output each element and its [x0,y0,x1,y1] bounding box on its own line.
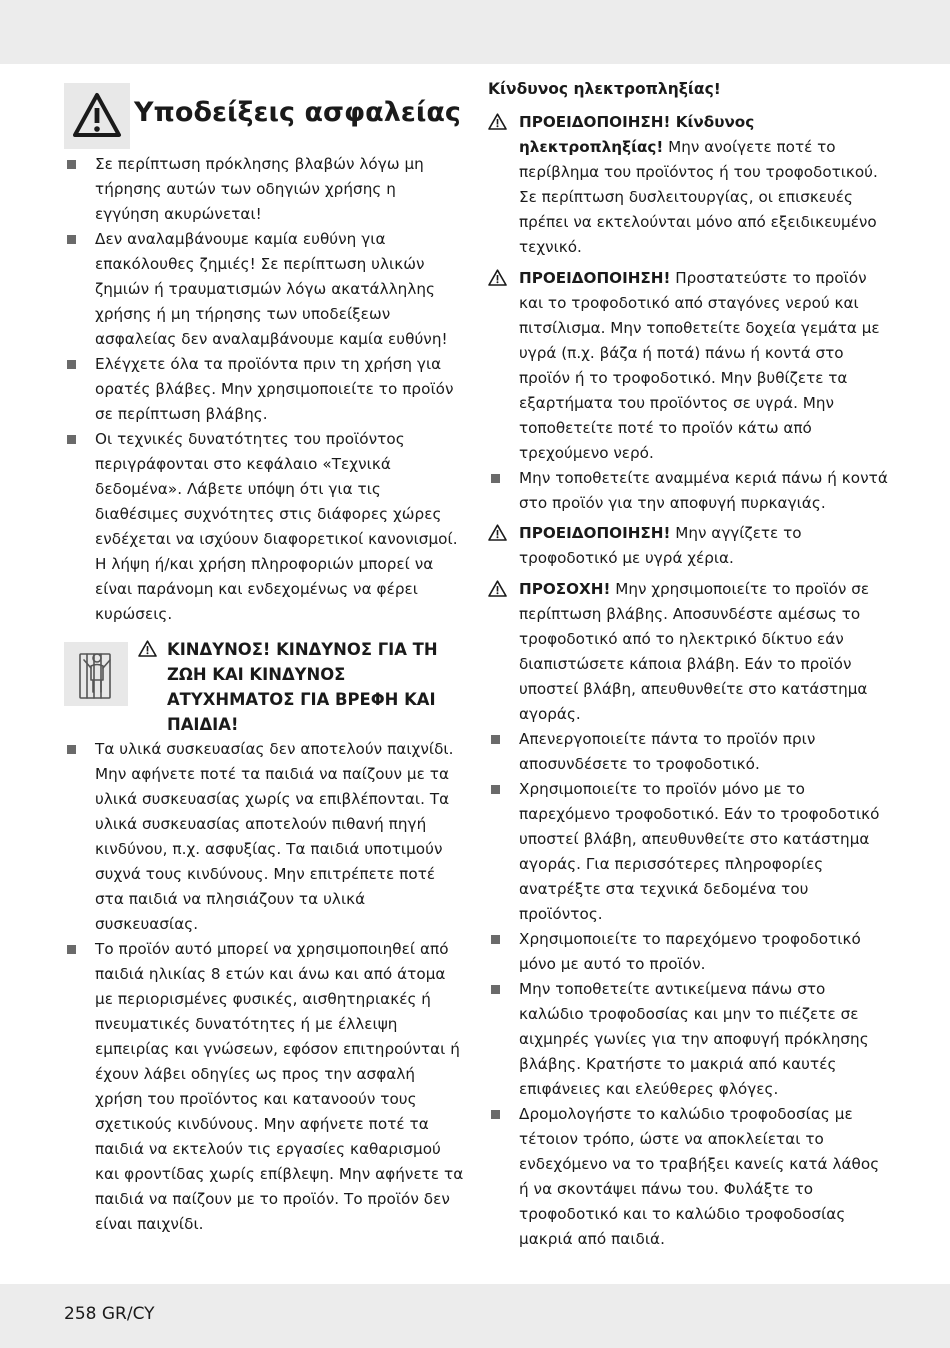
right-list-2 [488,727,888,1252]
warning-label: ΠΡΟΕΙΔΟΠΟΙΗΣΗ! [519,524,671,542]
warning-triangle-icon [488,113,507,130]
child-danger-warning [138,637,468,737]
bullet-square-icon [491,785,500,794]
list-item: Τα υλικά συσκευασίας δεν αποτελούν παιχνίδι. Μην αφήνετε ποτέ τα παιδιά να παίζουν με τα υλικά συσκευασίας χωρίς να επιβλέπονται. Τα υλικά συσκευασίας αποτελούν πιθανή πηγή κινδύνου, π.χ. ασφυξίας. Τα παιδιά υποτιμούν συχνά τους κινδύνους. Μην επιτρέπετε ποτέ στα παιδιά να πλησιάζουν τα υλικά συσκευασίας. [64,737,464,937]
bullet-square-icon [491,985,500,994]
warning-label: ΠΡΟΕΙΔΟΠΟΙΗΣΗ! Κίνδυνος ηλεκτροπληξίας! [519,113,755,156]
bullet-square-icon [491,935,500,944]
right-list-1 [488,466,888,516]
section-heading-electric-shock: Κίνδυνος ηλεκτροπληξίας! [488,80,721,98]
caution-block [488,577,888,727]
list-item: Χρησιμοποιείτε το παρεχόμενο τροφοδοτικό μόνο με αυτό το προϊόν. [488,927,888,977]
page-title: Υποδείξεις ασφαλείας [134,97,461,128]
child-warning-box [64,642,128,706]
caution-label: ΠΡΟΣΟΧΗ! [519,580,611,598]
bullet-square-icon [67,235,76,244]
list-item: Δρομολογήστε το καλώδιο τροφοδοσίας με τέτοιον τρόπο, ώστε να αποκλείεται το ενδεχόμενο να το τραβήξει κανείς κατά λάθος ή να σκοντάψει πάνω του. Φυλάξτε το τροφοδοτικό και το καλώδιο τροφοδοσίας μακριά από παιδιά. [488,1102,888,1252]
warning-triangle-icon [488,269,507,286]
bullet-square-icon [67,945,76,954]
list-item: Μην τοποθετείτε αντικείμενα πάνω στο καλώδιο τροφοδοσίας και μην το πιέζετε σε αιχμηρές γωνίες για την αποφυγή πρόκλησης βλάβης. Κρατήστε το μακριά από καυτές επιφάνειες και ελεύθερες φλόγες. [488,977,888,1102]
warning-label: ΠΡΟΕΙΔΟΠΟΙΗΣΗ! [519,269,671,287]
bullet-square-icon [491,735,500,744]
bullet-square-icon [67,160,76,169]
warning-text: Μην ανοίγετε ποτέ το περίβλημα του προϊόντος ή του τροφοδοτικού. Σε περίπτωση δυσλειτουργίας, οι επισκευές πρέπει να εκτελούνται μόνο από εξειδικευμένο τεχνικό. [519,138,878,256]
warning-block-1 [488,110,888,260]
list-item: Μην τοποθετείτε αναμμένα κεριά πάνω ή κοντά στο προϊόν για την αποφυγή πυρκαγιάς. [488,466,888,516]
top-band [0,0,950,64]
left-list-2 [64,737,464,1237]
warning-triangle-icon [72,91,122,139]
warning-triangle-icon [138,640,157,657]
page-number: 258 GR/CY [64,1304,155,1324]
child-danger-text: ΚΙΝΔΥΝΟΣ! ΚΙΝΔΥΝΟΣ ΓΙΑ ΤΗ ΖΩΗ ΚΑΙ ΚΙΝΔΥΝΟΣ ΑΤΥΧΗΜΑΤΟΣ ΓΙΑ ΒΡΕΦΗ ΚΑΙ ΠΑΙΔΙΑ! [167,640,438,734]
warning-block-3 [488,521,888,571]
list-item: Απενεργοποιείτε πάντα το προϊόν πριν αποσυνδέσετε το τροφοδοτικό. [488,727,888,777]
list-item: Δεν αναλαμβάνουμε καμία ευθύνη για επακόλουθες ζημιές! Σε περίπτωση υλικών ζημιών ή τραυματισμών λόγω ακατάλληλης χρήσης ή μη τήρησης των υποδείξεων ασφαλείας δεν αναλαμβάνουμε καμία ευθύνη! [64,227,464,352]
title-warning-box [64,83,130,149]
bullet-square-icon [67,745,76,754]
list-item: Σε περίπτωση πρόκλησης βλαβών λόγω μη τήρησης αυτών των οδηγιών χρήσης η εγγύηση ακυρώνεται! [64,152,464,227]
child-warning-icon [70,646,122,702]
bullet-square-icon [491,1110,500,1119]
list-item: Χρησιμοποιείτε το προϊόν μόνο με το παρεχόμενο τροφοδοτικό. Εάν το τροφοδοτικό υποστεί βλάβη, απευθυνθείτε στο κατάστημα αγοράς. Για περισσότερες πληροφορίες ανατρέξτε στα τεχνικά δεδομένα του προϊόντος. [488,777,888,927]
list-item: Ελέγχετε όλα τα προϊόντα πριν τη χρήση για ορατές βλάβες. Μην χρησιμοποιείτε το προϊόν σε περίπτωση βλάβης. [64,352,464,427]
warning-text: Μην αγγίζετε το τροφοδοτικό με υγρά χέρια. [519,524,802,567]
left-list-1 [64,152,464,627]
list-item: Το προϊόν αυτό μπορεί να χρησιμοποιηθεί από παιδιά ηλικίας 8 ετών και άνω και από άτομα με περιορισμένες φυσικές, αισθητηριακές ή πνευματικές δυνατότητες ή με έλλειψη εμπειρίας και γνώσεων, εφόσον επιτηρούνται ή έχουν λάβει οδηγίες ως προς την ασφαλή χρήση του προϊόντος και κατανοούν τους σχετικούς κινδύνους. Μην αφήνετε ποτέ τα παιδιά να εκτελούν τις εργασίες καθαρισμού και φροντίδας χωρίς επίβλεψη. Μην αφήνετε τα παιδιά να παίζουν με το προϊόν. Το προϊόν δεν είναι παιχνίδι. [64,937,464,1237]
warning-block-2 [488,266,888,466]
list-item: Οι τεχνικές δυνατότητες του προϊόντος περιγράφονται στο κεφάλαιο «Τεχνικά δεδομένα». Λάβετε υπόψη ότι για τις διαθέσιμες συχνότητες στις διάφορες χώρες ενδέχεται να ισχύουν διαφορετικοί κανονισμοί. Η λήψη ή/και χρήση πληροφοριών μπορεί να είναι παράνομη και ενδεχομένως να φέρει κυρώσεις. [64,427,464,627]
bullet-square-icon [491,474,500,483]
caution-text: Μην χρησιμοποιείτε το προϊόν σε περίπτωση βλάβης. Αποσυνδέστε αμέσως το τροφοδοτικό από το ηλεκτρικό δίκτυο εάν διαπιστώσετε κάποια βλάβη. Εάν το προϊόν υποστεί βλάβη, απευθυνθείτε στο κατάστημα αγοράς. [519,580,870,723]
warning-triangle-icon [488,580,507,597]
warning-text: Προστατεύστε το προϊόν και το τροφοδοτικό από σταγόνες νερού και πιτσίλισμα. Μην τοποθετείτε δοχεία γεμάτα με υγρά (π.χ. βάζα ή ποτά) πάνω ή κοντά στο προϊόν ή το τροφοδοτικό. Μην βυθίζετε τα εξαρτήματα του προϊόντος σε υγρά. Μην τοποθετείτε ποτέ το προϊόν κάτω από τρεχούμενο νερό. [519,269,880,462]
bullet-square-icon [67,360,76,369]
bullet-square-icon [67,435,76,444]
warning-triangle-icon [488,524,507,541]
